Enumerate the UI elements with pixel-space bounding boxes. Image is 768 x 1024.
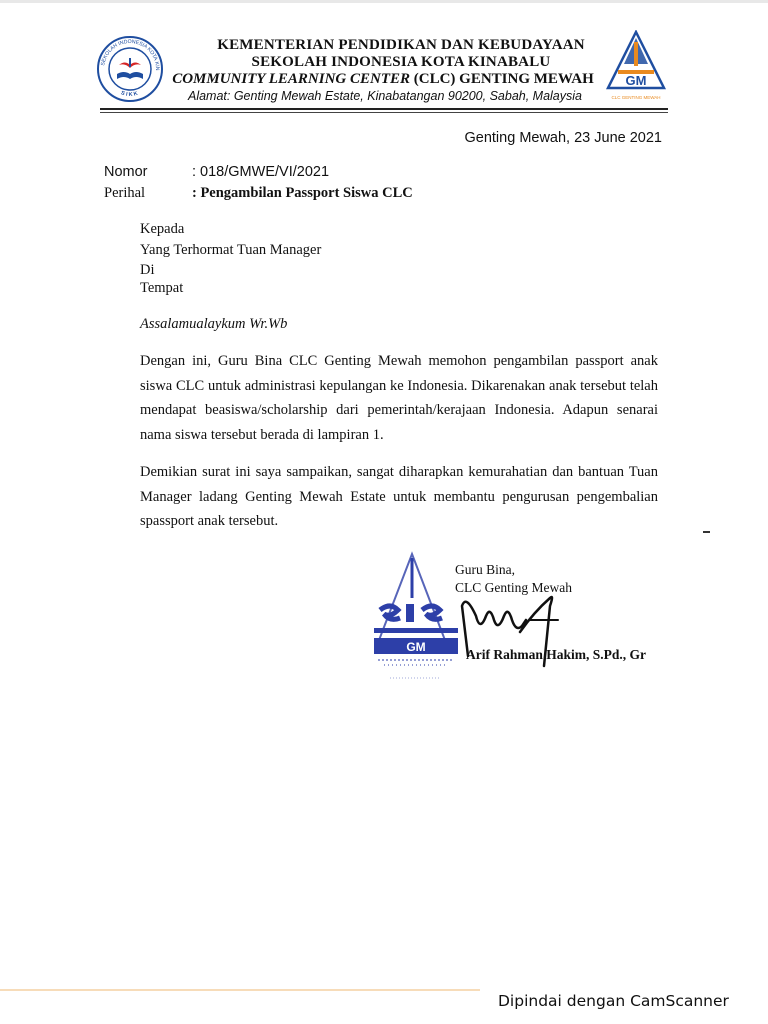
letterhead-clc-rest: (CLC) GENTING MEWAH [410,71,594,87]
left-logo-arc-text: SEKOLAH INDONESIA KOTA KIN [100,38,161,71]
svg-text:GM: GM [625,73,647,88]
perihal-value: : Pengambilan Passport Siswa CLC [192,185,413,201]
left-logo-bottom-text: S I K K [119,90,139,99]
right-logo-caption: CLC GENTING MEWAH [611,95,661,100]
scan-top-edge [0,0,768,3]
camscanner-watermark: Dipindai dengan CamScanner [498,992,729,1010]
nomor-value: : 018/GMWE/VI/2021 [192,164,330,180]
recipient-line-2: Yang Terhormat Tuan Manager [140,242,322,258]
signature-org: CLC Genting Mewah [455,580,572,595]
school-logo-left [95,34,165,104]
signature-title: Guru Bina, [455,562,515,577]
letterhead-rule-thick [100,108,668,110]
letterhead-ministry: KEMENTERIAN PENDIDIKAN DAN KEBUDAYAAN [217,37,585,53]
stray-mark [703,531,710,533]
letter-date: Genting Mewah, 23 June 2021 [464,130,662,146]
letterhead-clc-italic: COMMUNITY LEARNING CENTER [172,71,411,87]
perihal-label: Perihal [104,185,146,201]
greeting: Assalamualaykum Wr.Wb [140,316,288,332]
letterhead-address: Alamat: Genting Mewah Estate, Kinabatangan 90200, Sabah, Malaysia [187,89,582,103]
svg-text:GM: GM [406,640,426,654]
clc-logo-right [604,30,668,102]
nomor-label: Nomor [104,164,148,180]
recipient-line-1: Kepada [140,221,185,237]
recipient-line-4: Tempat [140,280,184,296]
letterhead-rule-thin [100,112,668,113]
signature-name: Arif Rahman Hakim, S.Pd., Gr [466,647,647,662]
body-paragraph-2: Demikian surat ini saya sampaikan, sangat diharapkan kemurahatian dan bantuan Tuan Manager ladang Genting Mewah Estate untuk membantu pengurusan pengembalian spassport anak tersebut. [140,464,658,529]
letterhead-school: SEKOLAH INDONESIA KOTA KINABALU [251,54,551,70]
scan-bottom-edge [0,989,480,991]
letterhead-clc [168,71,598,88]
body-paragraph-1: Dengan ini, Guru Bina CLC Genting Mewah memohon pengambilan passport anak siswa CLC untuk administrasi kepulangan ke Indonesia. Dikarenakan anak tersebut telah mendapat beasiswa/scholarship dari pemerintah/kerajaan Indonesia. Adapun senarai nama siswa tersebut berada di lampiran 1. [140,353,658,443]
recipient-line-3: Di [140,262,155,278]
